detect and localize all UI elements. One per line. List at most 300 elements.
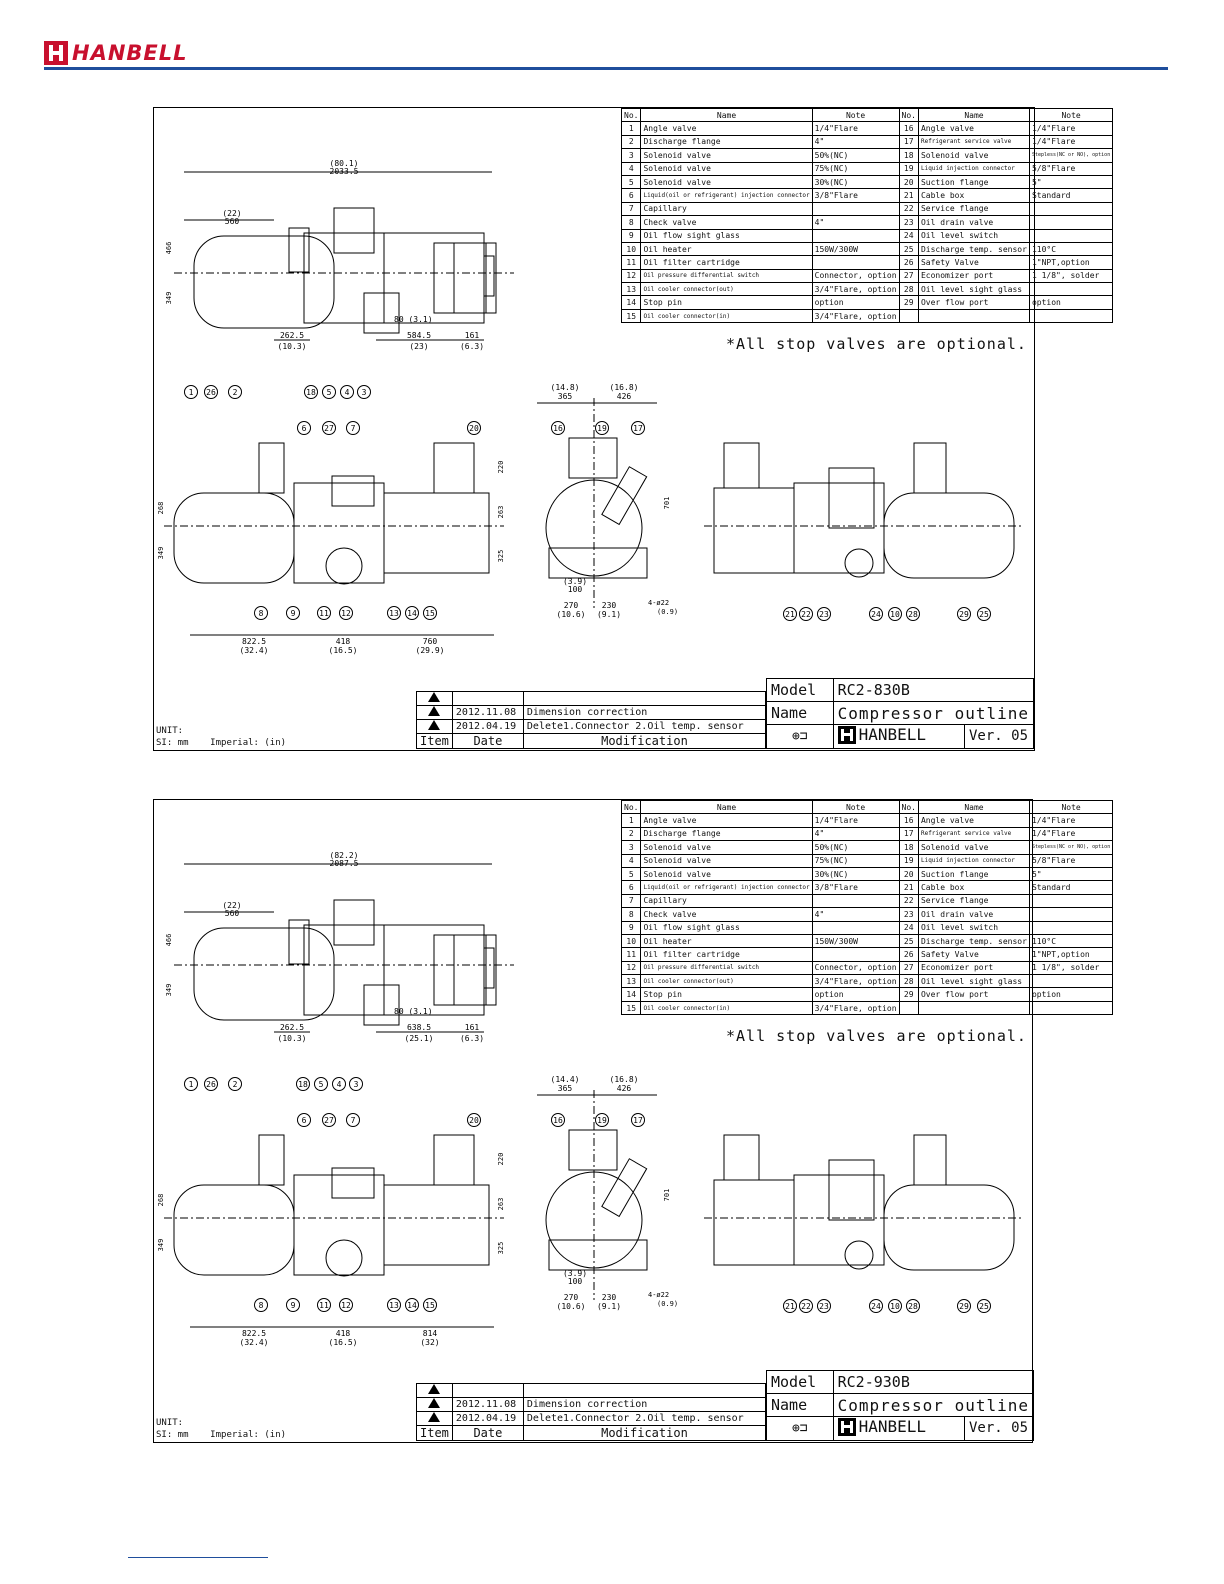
part-name: Angle valve	[918, 122, 1029, 135]
hanbell-mark-icon	[838, 726, 856, 744]
callout-number: 13	[389, 1301, 399, 1310]
callout-number: 23	[819, 1302, 829, 1311]
part-name: Solenoid valve	[641, 149, 812, 162]
title-brand-cell	[833, 1417, 964, 1441]
header-no: No.	[622, 801, 641, 814]
part-note: 3/4"Flare, option	[812, 975, 899, 988]
callout-number: 19	[597, 1116, 607, 1125]
callout-number: 12	[341, 609, 351, 618]
title-brand-text: HANBELL	[858, 1417, 927, 1436]
revision-desc: Delete1.Connector 2.Oil temp. sensor	[523, 1412, 765, 1426]
revision-desc: Dimension correction	[523, 706, 765, 720]
part-name: Discharge flange	[641, 135, 812, 148]
part-name: Service flange	[918, 202, 1029, 215]
dimension-label: 100	[567, 1277, 583, 1286]
part-no: 14	[622, 988, 641, 1001]
part-note	[1029, 921, 1112, 934]
part-name: Suction flange	[918, 867, 1029, 880]
part-name: Cable box	[918, 189, 1029, 202]
solenoid-block-top	[364, 293, 399, 333]
part-no: 17	[899, 827, 918, 840]
part-no: 21	[899, 189, 918, 202]
part-note: 1/4"Flare	[1029, 135, 1112, 148]
part-name: Solenoid valve	[918, 149, 1029, 162]
revision-desc	[523, 692, 765, 706]
revision-mark	[417, 692, 453, 706]
part-no: 27	[899, 269, 918, 282]
oil-separator-front	[174, 493, 294, 583]
header-name: Name	[641, 801, 812, 814]
model-value: RC2-830B	[833, 679, 1033, 702]
rev-header-item: Item	[417, 734, 453, 749]
part-note: 50%(NC)	[812, 841, 899, 854]
callout-number: 18	[306, 388, 316, 397]
unit-label: UNIT:	[156, 1418, 184, 1428]
title-row-brand	[767, 725, 1034, 749]
part-no: 17	[899, 135, 918, 148]
part-name: Refrigerant service valve	[918, 827, 1029, 840]
part-name: Oil level switch	[918, 229, 1029, 242]
dimension-label: (0.9)	[657, 1300, 679, 1308]
dimension-label: 701	[663, 496, 671, 510]
revision-mark	[417, 706, 453, 720]
callout-number: 1	[188, 1080, 194, 1089]
header-no: No.	[899, 109, 918, 122]
part-no: 12	[622, 961, 641, 974]
part-no: 27	[899, 961, 918, 974]
name-value: Compressor outline	[833, 702, 1033, 725]
part-note: 1/4"Flare	[1029, 122, 1112, 135]
part-no: 3	[622, 149, 641, 162]
part-no: 5	[622, 175, 641, 188]
revision-mark	[417, 1398, 453, 1412]
dimension-label: 263	[497, 1197, 505, 1211]
dimension-label: 220	[497, 1152, 505, 1166]
hanbell-mark-icon	[838, 1418, 856, 1436]
dimension-label: 2033.5	[329, 167, 359, 176]
part-note: Connector, option	[812, 961, 899, 974]
callout-number: 14	[407, 609, 417, 618]
dimension-label: (32.4)	[239, 1338, 269, 1347]
part-note: 30%(NC)	[812, 175, 899, 188]
part-no: 14	[622, 296, 641, 309]
part-no: 28	[899, 283, 918, 296]
part-name: Oil filter cartridge	[641, 256, 812, 269]
revision-date: 2012.11.08	[452, 706, 523, 720]
part-name: Over flow port	[918, 296, 1029, 309]
suction-flange-top	[454, 243, 486, 313]
version-cell	[965, 1417, 1034, 1441]
part-no: 16	[899, 814, 918, 827]
revision-triangle-icon	[428, 692, 440, 702]
part-name: Angle valve	[641, 814, 812, 827]
callout-number: 15	[425, 609, 435, 618]
part-no: 8	[622, 216, 641, 229]
callout-number: 17	[633, 424, 643, 433]
callout-number: 20	[469, 424, 479, 433]
motor-housing-front	[294, 1175, 384, 1275]
revision-date: 2012.04.19	[452, 1412, 523, 1426]
part-no: 18	[899, 149, 918, 162]
part-no: 11	[622, 256, 641, 269]
discharge-valve-top	[289, 920, 309, 964]
part-no: 21	[899, 881, 918, 894]
header-note: Note	[1029, 109, 1112, 122]
callout-number: 14	[407, 1301, 417, 1310]
part-no: 9	[622, 921, 641, 934]
unit-note	[156, 1417, 286, 1441]
part-note: Standard	[1029, 189, 1112, 202]
oil-separator-top	[194, 236, 334, 328]
footer-rule	[128, 1557, 268, 1558]
rev-header-item: Item	[417, 1426, 453, 1441]
unit-values: SI: mm Imperial: (in)	[156, 1430, 287, 1440]
revision-triangle-icon	[428, 720, 440, 730]
part-no: 13	[622, 283, 641, 296]
revision-desc: Delete1.Connector 2.Oil temp. sensor	[523, 720, 765, 734]
callout-number: 13	[389, 609, 399, 618]
cable-box-front	[332, 476, 374, 506]
callout-number: 21	[785, 610, 795, 619]
rear-oil-separator	[884, 1185, 1014, 1270]
rear-cable-box	[829, 468, 874, 528]
part-name: Oil drain valve	[918, 216, 1029, 229]
dimension-label: 230	[601, 1293, 617, 1302]
part-no: 11	[622, 948, 641, 961]
part-no: 22	[899, 894, 918, 907]
callout-number: 26	[206, 388, 216, 397]
callout-number: 15	[425, 1301, 435, 1310]
dimension-label: 4-ø22	[648, 1291, 670, 1299]
oil-separator-top	[194, 928, 334, 1020]
part-name: Check valve	[641, 908, 812, 921]
part-note: 150W/300W	[812, 242, 899, 255]
dimension-label: 418	[335, 1329, 351, 1338]
dimension-label: (16.8)	[609, 383, 639, 392]
revision-mark	[417, 1412, 453, 1426]
callout-number: 28	[908, 1302, 918, 1311]
revision-desc: Dimension correction	[523, 1398, 765, 1412]
part-note: 3/8"Flare	[812, 881, 899, 894]
dimension-label: 325	[497, 1241, 505, 1255]
revision-date: 2012.04.19	[452, 720, 523, 734]
part-name: Capillary	[641, 894, 812, 907]
part-no: 24	[899, 229, 918, 242]
revision-table	[416, 1383, 766, 1441]
callout-number: 11	[319, 609, 329, 618]
part-note: 1/4"Flare	[1029, 827, 1112, 840]
header-no: No.	[622, 109, 641, 122]
callout-number: 25	[979, 1302, 989, 1311]
part-name: Liquid injection connector	[918, 854, 1029, 867]
callout-number: 22	[801, 610, 811, 619]
dimension-label: (29.9)	[415, 646, 445, 655]
revision-triangle-icon	[428, 1412, 440, 1422]
oil-filter-front	[326, 548, 362, 584]
title-block	[766, 678, 1034, 749]
part-note: 50%(NC)	[812, 149, 899, 162]
dimension-label: 161	[464, 1023, 480, 1032]
version-label: Ver.	[969, 728, 1003, 745]
part-name: Stop pin	[641, 296, 812, 309]
part-note: 110°C	[1029, 934, 1112, 947]
dimension-label: 701	[663, 1188, 671, 1202]
part-no: 2	[622, 135, 641, 148]
part-no: 20	[899, 175, 918, 188]
part-note: 150W/300W	[812, 934, 899, 947]
dimension-label: 466	[165, 241, 173, 255]
dimension-label: 349	[157, 1238, 165, 1252]
solenoid-block-top	[364, 985, 399, 1025]
rev-header-modification: Modification	[523, 1426, 765, 1441]
motor-housing-top	[304, 925, 484, 1015]
callout-number: 24	[871, 610, 881, 619]
dimension-label: (22)	[222, 209, 242, 218]
part-no: 8	[622, 908, 641, 921]
rev-header-date: Date	[452, 734, 523, 749]
dimension-label: 2087.5	[329, 859, 359, 868]
model-label: Model	[767, 1371, 834, 1394]
dimension-label: 349	[165, 291, 173, 305]
part-name: Oil heater	[641, 242, 812, 255]
rear-cable-box	[829, 1160, 874, 1220]
revision-desc	[523, 1384, 765, 1398]
compressor-body-front	[384, 493, 489, 573]
dimension-label: 270	[563, 601, 579, 610]
brand-name: HANBELL	[72, 41, 188, 65]
part-no: 3	[622, 841, 641, 854]
compressor-drawing	[154, 108, 1034, 750]
dimension-label: (6.3)	[459, 1034, 485, 1043]
discharge-valve-front	[259, 1135, 284, 1185]
part-name: Check valve	[641, 216, 812, 229]
part-note: 1/4"Flare	[812, 122, 899, 135]
dimension-label: 560	[224, 217, 240, 226]
part-note	[1029, 908, 1112, 921]
part-note: 4"	[812, 827, 899, 840]
dimension-label: (3.9)	[562, 577, 588, 586]
callout-number: 5	[318, 1080, 324, 1089]
dimension-label: (32.4)	[239, 646, 269, 655]
part-name: Discharge temp. sensor	[918, 934, 1029, 947]
callout-number: 4	[344, 388, 350, 397]
part-no: 22	[899, 202, 918, 215]
part-name: Oil pressure differential switch	[641, 269, 812, 282]
part-name: Solenoid valve	[641, 867, 812, 880]
part-name: Oil level sight glass	[918, 283, 1029, 296]
part-note: 4"	[812, 135, 899, 148]
revision-header	[417, 734, 766, 749]
part-no: 26	[899, 948, 918, 961]
part-note: 4"	[812, 908, 899, 921]
part-name: Oil flow sight glass	[641, 229, 812, 242]
callout-number: 7	[350, 1116, 356, 1125]
dimension-label: 349	[165, 983, 173, 997]
unit-values: SI: mm Imperial: (in)	[156, 738, 287, 748]
callout-number: 29	[959, 610, 969, 619]
side-view-base	[549, 1240, 647, 1270]
callout-number: 2	[232, 388, 238, 397]
dimension-label: 100	[567, 585, 583, 594]
part-no: 18	[899, 841, 918, 854]
part-name: Cable box	[918, 881, 1029, 894]
part-name: Suction flange	[918, 175, 1029, 188]
unit-label: UNIT:	[156, 726, 184, 736]
callout-number: 22	[801, 1302, 811, 1311]
part-no: 24	[899, 921, 918, 934]
part-name: Solenoid valve	[641, 162, 812, 175]
dimension-label: (80.1)	[329, 159, 359, 168]
title-row-model	[767, 1371, 1034, 1394]
revision-row	[417, 1398, 766, 1412]
part-no: 9	[622, 229, 641, 242]
callout-number: 27	[324, 1116, 334, 1125]
rear-suction-housing	[714, 1180, 794, 1265]
projection-symbol-icon: ⊕⊐	[767, 1417, 834, 1441]
title-row-name	[767, 702, 1034, 725]
dimension-label: 263	[497, 505, 505, 519]
dimension-label: 426	[616, 392, 632, 401]
part-no: 23	[899, 908, 918, 921]
part-name: Over flow port	[918, 988, 1029, 1001]
revision-date	[452, 692, 523, 706]
revision-mark	[417, 720, 453, 734]
part-name: Solenoid valve	[918, 841, 1029, 854]
callout-number: 2	[232, 1080, 238, 1089]
drawing-sheet-rc2-830b	[153, 107, 1111, 751]
dimension-label: (6.3)	[459, 342, 485, 351]
part-name: Oil drain valve	[918, 908, 1029, 921]
part-note: 3/4"Flare, option	[812, 309, 899, 322]
dimension-label: 268	[157, 501, 165, 515]
stop-valves-note: *All stop valves are optional.	[726, 1027, 1027, 1045]
header-rule	[44, 67, 1168, 70]
dimension-label: 466	[165, 933, 173, 947]
callout-number: 9	[290, 1301, 296, 1310]
callout-number: 18	[298, 1080, 308, 1089]
part-no: 7	[622, 894, 641, 907]
dimension-label: (14.4)	[550, 1075, 580, 1084]
callout-number: 8	[258, 1301, 264, 1310]
dimension-label: 262.5	[279, 1023, 305, 1032]
part-name: Liquid(oil or refrigerant) injection connector	[641, 189, 812, 202]
suction-flange-front	[434, 443, 474, 493]
revision-triangle-icon	[428, 1384, 440, 1394]
callout-number: 8	[258, 609, 264, 618]
part-note	[1029, 202, 1112, 215]
part-no: 13	[622, 975, 641, 988]
cable-box-front	[332, 1168, 374, 1198]
dimension-label: 349	[157, 546, 165, 560]
oil-filter-front	[326, 1240, 362, 1276]
dimension-label: (3.9)	[562, 1269, 588, 1278]
part-note	[1029, 975, 1112, 988]
header-name: Name	[918, 109, 1029, 122]
part-note: 4"	[812, 216, 899, 229]
dimension-label: 638.5	[406, 1023, 432, 1032]
part-no: 15	[622, 309, 641, 322]
callout-number: 12	[341, 1301, 351, 1310]
part-no: 10	[622, 242, 641, 255]
part-no: 25	[899, 934, 918, 947]
part-no: 5	[622, 867, 641, 880]
part-name: Angle valve	[918, 814, 1029, 827]
header-name: Name	[918, 801, 1029, 814]
part-name: Service flange	[918, 894, 1029, 907]
part-note: Standard	[1029, 881, 1112, 894]
part-no: 4	[622, 854, 641, 867]
model-label: Model	[767, 679, 834, 702]
part-note: 1"NPT,option	[1029, 948, 1112, 961]
version-cell	[965, 725, 1034, 749]
revision-header	[417, 1426, 766, 1441]
dimension-label: 365	[557, 1084, 573, 1093]
part-no: 28	[899, 975, 918, 988]
part-name: Solenoid valve	[641, 841, 812, 854]
dimension-label: (0.9)	[657, 608, 679, 616]
part-note: 5"	[1029, 867, 1112, 880]
callout-number: 26	[206, 1080, 216, 1089]
header-note: Note	[1029, 801, 1112, 814]
part-no: 6	[622, 189, 641, 202]
part-name: Capillary	[641, 202, 812, 215]
callout-number: 23	[819, 610, 829, 619]
cable-box-top	[334, 208, 374, 253]
rear-suction-flange	[724, 443, 759, 488]
dimension-label: 262.5	[279, 331, 305, 340]
part-note: 5/8"Flare	[1029, 162, 1112, 175]
part-no: 29	[899, 296, 918, 309]
callout-number: 10	[890, 610, 900, 619]
name-label: Name	[767, 702, 834, 725]
callout-number: 6	[301, 1116, 307, 1125]
callout-number: 10	[890, 1302, 900, 1311]
side-view-top-unit	[569, 438, 617, 478]
part-note: Stepless(NC or NO), option	[1029, 149, 1112, 162]
compressor-body-front	[384, 1185, 489, 1265]
unit-note	[156, 725, 286, 749]
part-note: 75%(NC)	[812, 162, 899, 175]
callout-number: 3	[361, 388, 367, 397]
callout-number: 25	[979, 610, 989, 619]
part-note	[1029, 216, 1112, 229]
title-brand-cell	[833, 725, 964, 749]
dimension-label: 822.5	[241, 637, 267, 646]
dimension-label: (25.1)	[404, 1034, 434, 1043]
part-note: 1/4"Flare	[1029, 814, 1112, 827]
part-note: 1/4"Flare	[812, 814, 899, 827]
revision-row	[417, 692, 766, 706]
part-name: Oil heater	[641, 934, 812, 947]
callout-number: 5	[326, 388, 332, 397]
discharge-valve-front	[259, 443, 284, 493]
oil-separator-front	[174, 1185, 294, 1275]
dimension-label: 270	[563, 1293, 579, 1302]
callout-number: 4	[336, 1080, 342, 1089]
part-note	[1029, 283, 1112, 296]
suction-flange-top	[454, 935, 486, 1005]
dimension-label: (9.1)	[596, 610, 622, 619]
part-no: 15	[622, 1001, 641, 1014]
title-row-brand	[767, 1417, 1034, 1441]
part-name: Oil level sight glass	[918, 975, 1029, 988]
part-name: Oil cooler connector(out)	[641, 975, 812, 988]
header-note: Note	[812, 801, 899, 814]
dimension-label: 365	[557, 392, 573, 401]
part-name: Oil level switch	[918, 921, 1029, 934]
callout-number: 1	[188, 388, 194, 397]
rear-discharge-valve	[914, 1135, 946, 1185]
